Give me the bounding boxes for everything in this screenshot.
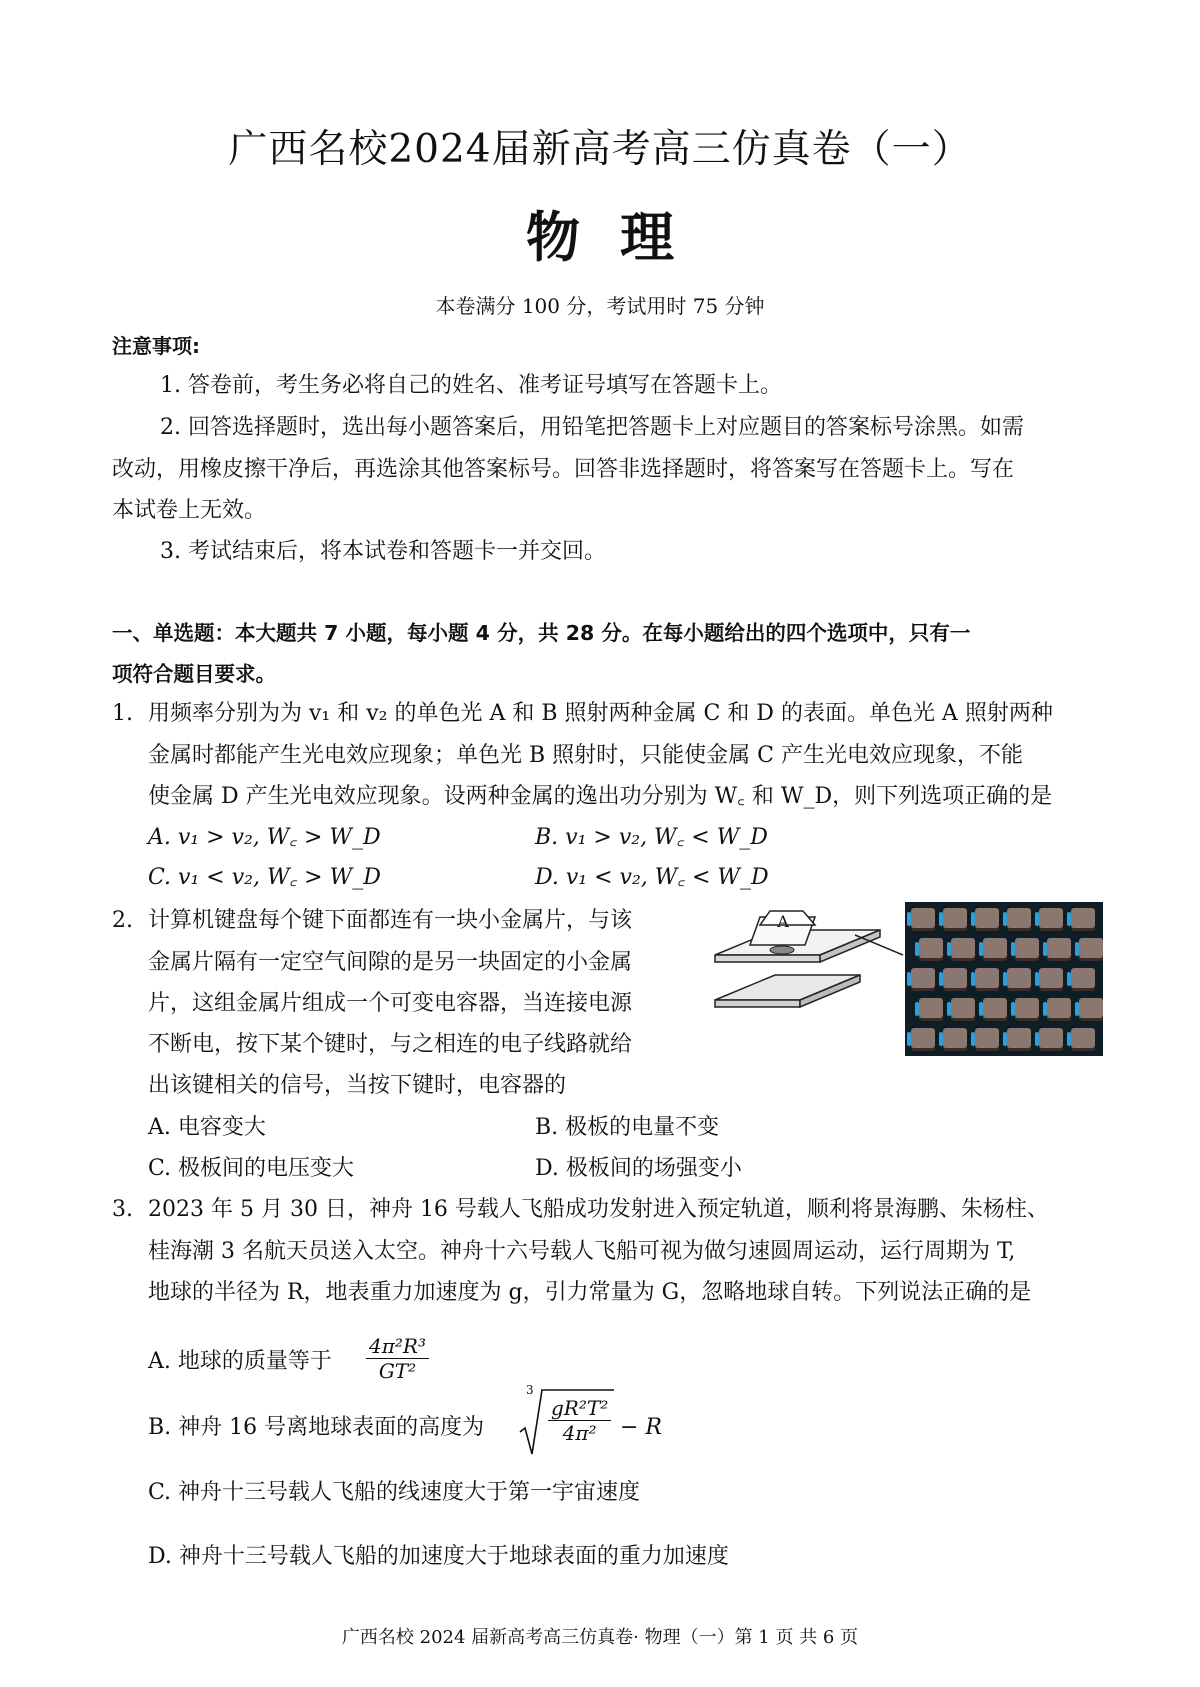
photo-key <box>943 968 967 988</box>
q2-option-b: B. 极板的电量不变 <box>535 1115 720 1140</box>
section-heading-line-1: 一、单选题：本大题共 7 小题，每小题 4 分，共 28 分。在每小题给出的四个选项中，只有一 <box>112 621 971 645</box>
photo-key <box>983 998 1007 1018</box>
photo-key-light <box>1043 942 1047 956</box>
exam-title: 广西名校2024届新高考高三仿真卷（一） <box>228 127 972 172</box>
photo-key <box>1047 998 1071 1018</box>
page-footer: 广西名校 2024 届新高考高三仿真卷· 物理（一）第 1 页 共 6 页 <box>341 1627 859 1648</box>
q1-option-c: C. v₁ < v₂, W꜀ > W_D <box>148 865 381 890</box>
photo-key <box>951 938 975 958</box>
photo-key <box>911 968 935 988</box>
photo-key-light <box>1075 1002 1079 1016</box>
q3-option-a-label: A. 地球的质量等于 <box>148 1349 332 1374</box>
q3-line-2: 桂海潮 3 名航天员送入太空。神舟十六号载人飞船可视为做匀速圆周运动，运行周期为 T, <box>148 1239 1016 1264</box>
photo-key-light <box>971 912 975 926</box>
photo-key-light <box>1003 1032 1007 1046</box>
photo-key <box>1071 1028 1095 1048</box>
photo-key <box>911 1028 935 1048</box>
photo-key-light <box>947 942 951 956</box>
photo-key-light <box>1003 912 1007 926</box>
q3-option-a-fraction <box>366 1334 429 1383</box>
photo-key <box>1079 998 1103 1018</box>
photo-key <box>1015 998 1039 1018</box>
q3-option-b-label: B. 神舟 16 号离地球表面的高度为 <box>148 1415 485 1440</box>
photo-key <box>919 938 943 958</box>
photo-key <box>975 908 999 928</box>
q2-line-2: 金属片隔有一定空气间隙的是另一块固定的小金属 <box>148 950 633 975</box>
photo-key-light <box>915 1002 919 1016</box>
photo-key <box>975 968 999 988</box>
q3-option-a-denominator: GT² <box>378 1359 417 1383</box>
q3-line-1: 2023 年 5 月 30 日，神舟 16 号载人飞船成功发射进入预定轨道，顺利将景海鹏、朱杨柱、 <box>148 1197 1049 1222</box>
q1-line-3: 使金属 D 产生光电效应现象。设两种金属的逸出功分别为 W꜀ 和 W_D，则下列选项正确的是 <box>148 784 1053 809</box>
note-2-line-2: 改动，用橡皮擦干净后，再选涂其他答案标号。回答非选择题时，将答案写在答题卡上。写在 <box>112 457 1015 482</box>
photo-key <box>951 998 975 1018</box>
photo-key-light <box>939 912 943 926</box>
photo-key-light <box>939 1032 943 1046</box>
key-label: A <box>777 912 789 931</box>
q2-line-4: 不断电，按下某个键时，与之相连的电子线路就给 <box>148 1032 633 1057</box>
photo-key <box>1079 938 1103 958</box>
q2-option-a: A. 电容变大 <box>148 1115 266 1140</box>
photo-key <box>919 998 943 1018</box>
photo-key-light <box>1011 1002 1015 1016</box>
q2-line-3: 片，这组金属片组成一个可变电容器，当连接电源 <box>148 991 633 1016</box>
photo-key <box>1047 938 1071 958</box>
photo-key <box>983 938 1007 958</box>
photo-key <box>943 908 967 928</box>
photo-key-light <box>979 942 983 956</box>
photo-key-light <box>1011 942 1015 956</box>
note-2-line-1: 2. 回答选择题时，选出每小题答案后，用铅笔把答题卡上对应题目的答案标号涂黑。如需 <box>160 415 1024 440</box>
photo-key <box>1007 968 1031 988</box>
note-2-line-3: 本试卷上无效。 <box>112 498 267 523</box>
keyboard-photo <box>905 902 1103 1056</box>
photo-key <box>1071 908 1095 928</box>
q3-number: 3. <box>112 1197 133 1222</box>
q1-line-2: 金属时都能产生光电效应现象；单色光 B 照射时，只能使金属 C 产生光电效应现象，不能 <box>148 743 1023 768</box>
photo-key-light <box>907 1032 911 1046</box>
photo-key <box>911 908 935 928</box>
q3-option-b-fraction <box>548 1396 611 1445</box>
photo-key-light <box>1075 942 1079 956</box>
note-1: 1. 答卷前，考生务必将自己的姓名、准考证号填写在答题卡上。 <box>160 373 782 398</box>
photo-key-light <box>907 912 911 926</box>
photo-key <box>1039 968 1063 988</box>
photo-key-light <box>1067 972 1071 986</box>
photo-key-light <box>1035 1032 1039 1046</box>
photo-key-light <box>1035 912 1039 926</box>
q2-line-5: 出该键相关的信号，当按下键时，电容器的 <box>148 1073 567 1098</box>
q2-line-1: 计算机键盘每个键下面都连有一块小金属片，与该 <box>148 908 633 933</box>
q2-option-d: D. 极板间的场强变小 <box>535 1156 742 1181</box>
q2-option-c: C. 极板间的电压变大 <box>148 1156 355 1181</box>
photo-key-light <box>1043 1002 1047 1016</box>
photo-key-light <box>979 1002 983 1016</box>
photo-key <box>975 1028 999 1048</box>
q3-option-d: D. 神舟十三号载人飞船的加速度大于地球表面的重力加速度 <box>148 1544 729 1569</box>
photo-key <box>1039 1028 1063 1048</box>
photo-key-light <box>971 972 975 986</box>
subject-title: 物理 <box>526 205 714 269</box>
photo-key-light <box>1003 972 1007 986</box>
photo-key-light <box>939 972 943 986</box>
root-index: 3 <box>526 1383 534 1397</box>
capacitor-key-diagram <box>705 905 905 1035</box>
section-heading-line-2: 项符合题目要求。 <box>112 662 276 686</box>
q1-number: 1. <box>112 701 133 726</box>
photo-key-light <box>947 1002 951 1016</box>
q1-option-b: B. v₁ > v₂, W꜀ < W_D <box>535 825 768 850</box>
q2-number: 2. <box>112 908 133 933</box>
photo-key <box>1015 938 1039 958</box>
q1-option-d: D. v₁ < v₂, W꜀ < W_D <box>535 865 769 890</box>
note-3: 3. 考试结束后，将本试卷和答题卡一并交回。 <box>160 539 606 564</box>
photo-key <box>1039 908 1063 928</box>
photo-key-light <box>1035 972 1039 986</box>
q3-option-b-numerator: gR²T² <box>548 1396 611 1421</box>
q3-option-c: C. 神舟十三号载人飞船的线速度大于第一宇宙速度 <box>148 1480 641 1505</box>
q1-option-a: A. v₁ > v₂, W꜀ > W_D <box>148 825 381 850</box>
q3-option-b-tail: − R <box>620 1415 662 1440</box>
photo-key-light <box>1067 912 1071 926</box>
notes-heading: 注意事项: <box>112 334 200 358</box>
photo-key <box>1071 968 1095 988</box>
photo-key <box>943 1028 967 1048</box>
exam-info: 本卷满分 100 分，考试用时 75 分钟 <box>435 294 765 318</box>
q3-line-3: 地球的半径为 R，地表重力加速度为 g，引力常量为 G，忽略地球自转。下列说法正确的是 <box>148 1280 1032 1305</box>
q3-option-b-denominator: 4π² <box>562 1421 597 1445</box>
photo-key-light <box>1067 1032 1071 1046</box>
photo-key <box>1007 908 1031 928</box>
photo-key-light <box>971 1032 975 1046</box>
q3-option-a-numerator: 4π²R³ <box>366 1334 429 1359</box>
photo-key <box>1007 1028 1031 1048</box>
photo-key-light <box>907 972 911 986</box>
q1-line-1: 用频率分别为为 v₁ 和 v₂ 的单色光 A 和 B 照射两种金属 C 和 D 的表面。单色光 A 照射两种 <box>148 701 1053 726</box>
photo-key-light <box>915 942 919 956</box>
